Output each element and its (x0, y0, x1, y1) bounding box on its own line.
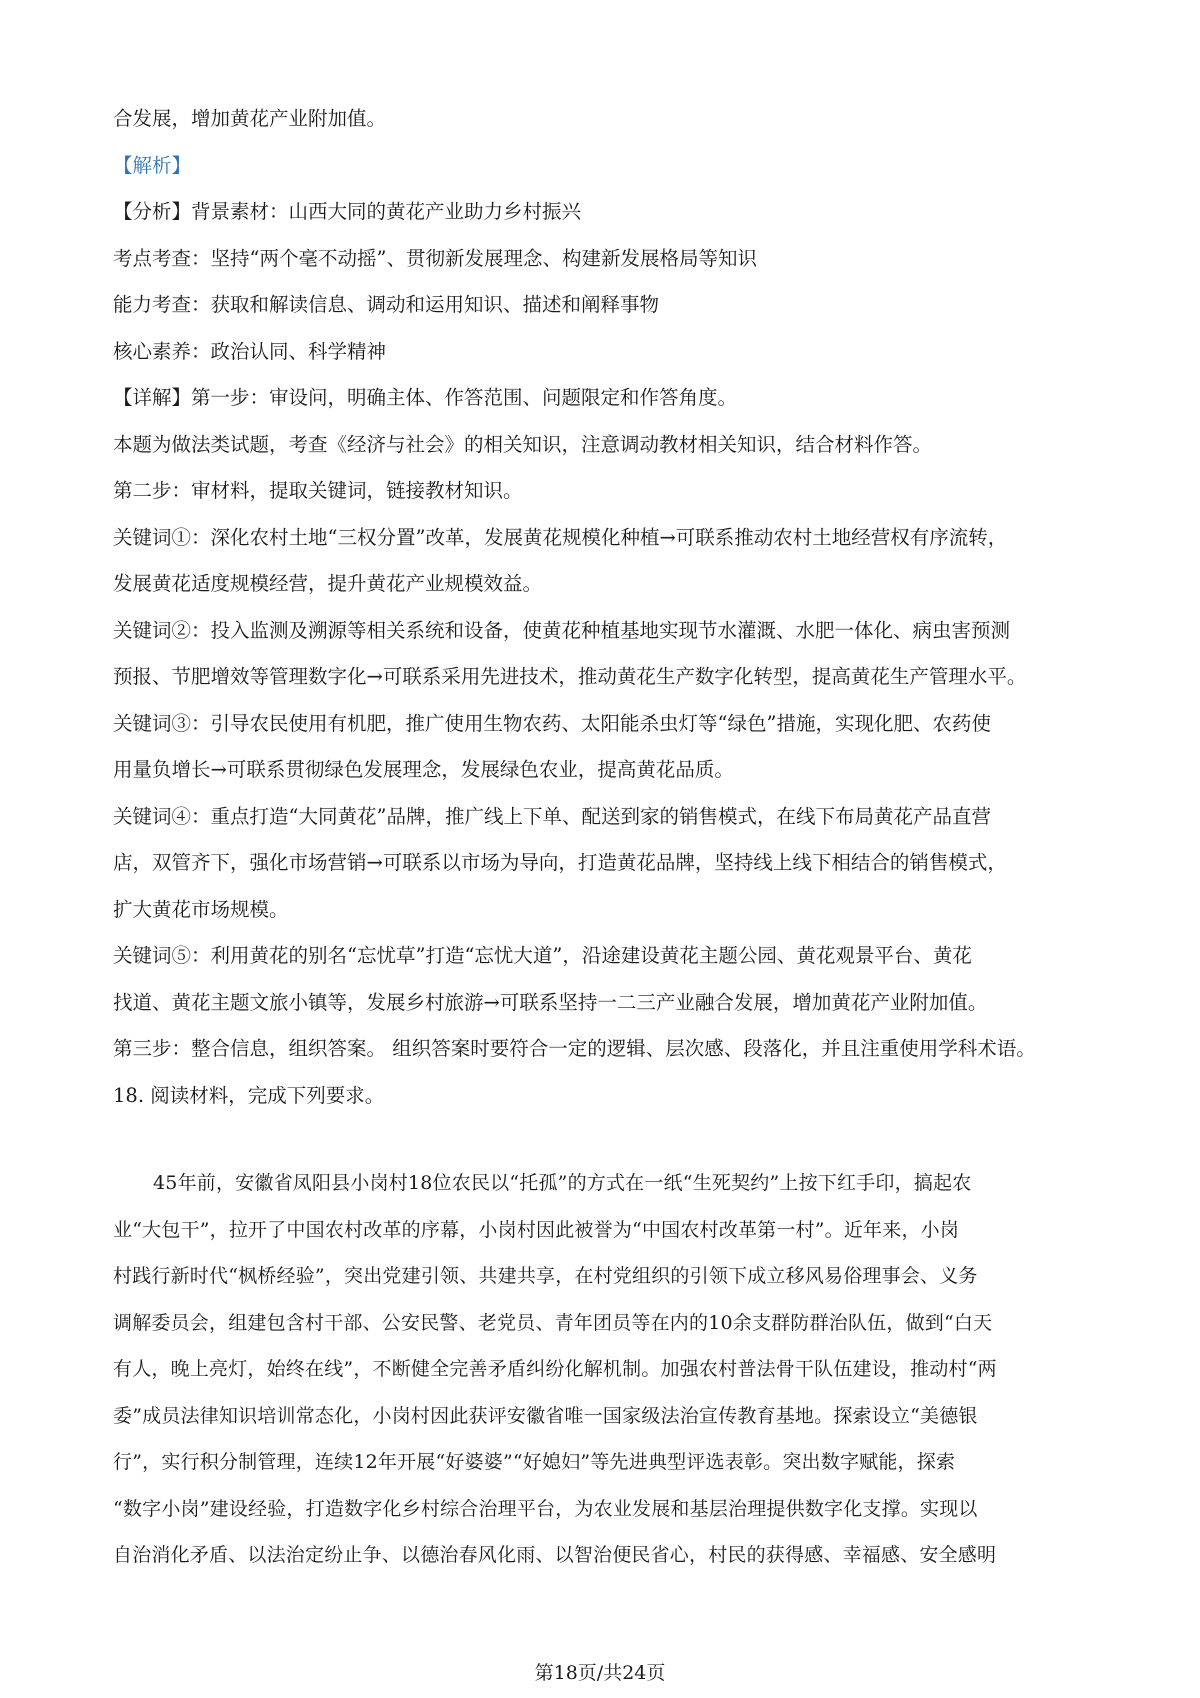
material-line: 45年前，安徽省凤阳县小岗村18位农民以“托孤”的方式在一纸“生死契约”上按下红手印，搞起农 (153, 1172, 972, 1194)
text-line: 考点考查：坚持“两个毫不动摇”、贯彻新发展理念、构建新发展格局等知识 (113, 246, 757, 270)
text-line: 关键词①：深化农村土地“三权分置”改革，发展黄花规模化种植→可联系推动农村土地经营权有序流转， (113, 525, 1008, 549)
text-line: 关键词③：引导农民使用有机肥，推广使用生物农药、太阳能杀虫灯等“绿色”措施，实现化肥、农药使 (113, 711, 991, 735)
text-line: 第二步：审材料，提取关键词，链接教材知识。 (113, 479, 523, 502)
material-line: 有人，晚上亮灯，始终在线”，不断健全完善矛盾纠纷化解机制。加强农村普法骨干队伍建设，推动村“两 (113, 1358, 997, 1380)
material-line: 行”，实行积分制管理，连续12年开展“好婆婆”“好媳妇”等先进典型评选表彰。突出数字赋能，探索 (113, 1451, 956, 1473)
material-line: 委”成员法律知识培训常态化，小岗村因此获评安徽省唯一国家级法治宣传教育基地。探索设立“美德银 (113, 1404, 978, 1427)
material-line: 调解委员会，组建包含村干部、公安民警、老党员、青年团员等在内的10余支群防群治队伍，做到“白天 (113, 1311, 993, 1334)
material-line: 村践行新时代“枫桥经验”，突出党建引领、共建共享，在村党组织的引领下成立移风易俗理事会、义务 (113, 1265, 978, 1287)
text-line: 合发展，增加黄花产业附加值。 (113, 107, 387, 130)
question-18-material (113, 1160, 1103, 1579)
analysis-section (113, 96, 1103, 1119)
text-line: 【详解】第一步：审设问，明确主体、作答范围、问题限定和作答角度。 (113, 386, 738, 409)
text-line: 关键词⑤：利用黄花的别名“忘忧草”打造“忘忧大道”，沿途建设黄花主题公园、黄花观景平台、黄花 (113, 944, 972, 967)
text-line: 关键词②：投入监测及溯源等相关系统和设备，使黄花种植基地实现节水灌溉、水肥一体化、病虫害预测 (113, 618, 1011, 642)
text-line: 找道、黄花主题文旅小镇等，发展乡村旅游→可联系坚持一二三产业融合发展，增加黄花产业附加值。 (113, 990, 988, 1014)
text-line: 用量负增长→可联系贯彻绿色发展理念，发展绿色农业，提高黄花品质。 (113, 758, 734, 781)
text-line: 【分析】背景素材：山西大同的黄花产业助力乡村振兴 (113, 200, 582, 223)
text-line: 本题为做法类试题，考查《经济与社会》的相关知识，注意调动教材相关知识，结合材料作答。 (113, 432, 933, 456)
text-line: 店，双管齐下，强化市场营销→可联系以市场为导向，打造黄花品牌，坚持线上线下相结合的销售模式， (113, 851, 1007, 874)
question-18-prompt: 18. 阅读材料，完成下列要求。 (113, 1083, 385, 1107)
text-line: 核心素养：政治认同、科学精神 (113, 339, 387, 363)
material-line: “数字小岗”建设经验，打造数字化乡村综合治理平台，为农业发展和基层治理提供数字化支撑。实现以 (113, 1497, 978, 1520)
text-line: 关键词④：重点打造“大同黄花”品牌，推广线上下单、配送到家的销售模式，在线下布局黄花产品直营 (113, 804, 991, 828)
text-line: 预报、节肥增效等管理数字化→可联系采用先进技术，推动黄花生产数字化转型，提高黄花生产管理水平。 (113, 665, 1027, 688)
material-line: 自治消化矛盾、以法治定纷止争、以德治春风化雨、以智治便民省心，村民的获得感、幸福感、安全感明 (113, 1544, 997, 1566)
analysis-heading: 【解析】 (113, 153, 192, 177)
page-number: 第18页/共24页 (534, 1662, 666, 1684)
material-line: 业“大包干”，拉开了中国农村改革的序幕，小岗村因此被誉为“中国农村改革第一村”。近年来，小岗 (113, 1218, 960, 1241)
text-line: 能力考查：获取和解读信息、调动和运用知识、描述和阐释事物 (113, 293, 660, 316)
text-line: 发展黄花适度规模经营，提升黄花产业规模效益。 (113, 572, 543, 595)
text-line: 扩大黄花市场规模。 (113, 897, 289, 921)
text-line: 第三步：整合信息，组织答案。 组织答案时要符合一定的逻辑、层次感、段落化，并且注重使用学科术语。 (113, 1037, 1036, 1060)
